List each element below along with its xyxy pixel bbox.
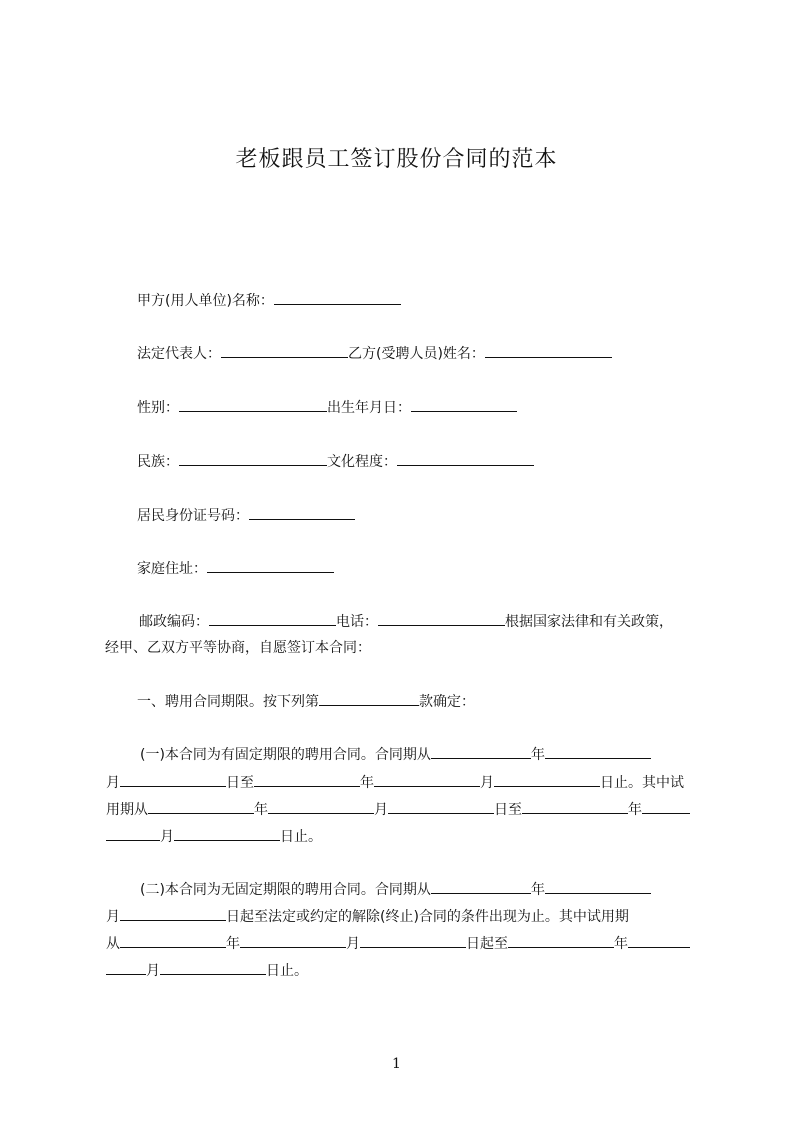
postcode-label: 邮政编码： xyxy=(139,614,209,630)
address-line xyxy=(137,558,334,579)
clause-1-day-to: 日至 xyxy=(226,775,254,791)
clause-2-month-3: 月 xyxy=(146,963,160,979)
party-b-label: 乙方(受聘人员)姓名： xyxy=(348,346,485,362)
clause-1-line-1 xyxy=(140,744,651,765)
address-label: 家庭住址： xyxy=(137,561,207,577)
clause-1-line-3 xyxy=(106,799,690,820)
clause-2-blank-2[interactable] xyxy=(545,879,651,894)
gender-label: 性别： xyxy=(137,400,179,416)
postcode-blank[interactable] xyxy=(209,611,336,626)
phone-blank[interactable] xyxy=(378,611,505,626)
clause-1-blank-4[interactable] xyxy=(254,772,360,787)
education-label: 文化程度： xyxy=(327,454,397,470)
clause-1-blank-7[interactable] xyxy=(148,799,254,814)
clause-2-line-1 xyxy=(140,879,651,900)
id-label: 居民身份证号码： xyxy=(137,508,249,524)
clause-2-blank-7[interactable] xyxy=(508,933,614,948)
clause-2-blank-9[interactable] xyxy=(106,960,146,975)
clause-1-day-to-2: 日至 xyxy=(494,802,522,818)
clause-1-blank-6[interactable] xyxy=(494,772,600,787)
clause-1-year-1: 年 xyxy=(530,747,545,763)
clause-1-blank-5[interactable] xyxy=(374,772,480,787)
birth-blank[interactable] xyxy=(411,397,517,412)
clause-1-month-4: 月 xyxy=(160,829,174,845)
ethnicity-blank[interactable] xyxy=(179,451,327,466)
ethnicity-label: 民族： xyxy=(137,454,179,470)
id-line xyxy=(137,505,355,526)
clause-2-blank-1[interactable] xyxy=(431,879,531,894)
section-1-blank[interactable] xyxy=(319,691,419,706)
id-blank[interactable] xyxy=(249,505,355,520)
clause-2-line-4 xyxy=(106,960,308,981)
clause-2-year-2: 年 xyxy=(226,936,240,952)
clause-2-year-3: 年 xyxy=(614,936,628,952)
clause-2-blank-8[interactable] xyxy=(628,933,690,948)
party-b-blank[interactable] xyxy=(485,343,612,358)
clause-1-year-4: 年 xyxy=(628,802,642,818)
clause-2-month-2: 月 xyxy=(346,936,360,952)
clause-1-month-2: 月 xyxy=(480,775,494,791)
clause-1-line-2 xyxy=(106,772,684,793)
clause-2-year-1: 年 xyxy=(530,882,545,898)
clause-1-year-3: 年 xyxy=(254,802,268,818)
legal-rep-blank[interactable] xyxy=(221,343,348,358)
page-number: 1 xyxy=(392,1056,401,1072)
clause-1-blank-9[interactable] xyxy=(388,799,494,814)
clause-2-month-1: 月 xyxy=(106,909,120,925)
clause-1-blank-10[interactable] xyxy=(522,799,628,814)
birth-label: 出生年月日： xyxy=(327,400,411,416)
clause-2-blank-10[interactable] xyxy=(160,960,266,975)
clause-1-blank-13[interactable] xyxy=(174,826,280,841)
clause-2-day-end: 日止。 xyxy=(266,963,308,979)
clause-1-month-3: 月 xyxy=(374,802,388,818)
legal-rep-label: 法定代表人： xyxy=(137,346,221,362)
clause-1-text: (一)本合同为有固定期限的聘用合同。合同期从 xyxy=(140,747,431,763)
clause-1-year-2: 年 xyxy=(360,775,374,791)
clause-1-blank-1[interactable] xyxy=(431,744,531,759)
legal-rep-line xyxy=(137,343,612,364)
phone-label: 电话： xyxy=(336,614,378,630)
party-a-blank[interactable] xyxy=(274,290,401,305)
clause-2-line-2 xyxy=(106,906,629,927)
clause-1-line-4 xyxy=(106,826,322,847)
intro-line-2: 经甲、乙双方平等协商，自愿签订本合同： xyxy=(105,640,371,656)
postcode-line xyxy=(139,611,673,632)
clause-1-blank-12[interactable] xyxy=(106,826,160,841)
intro-tail: 根据国家法律和有关政策， xyxy=(505,614,673,630)
clause-2-day-until: 日起至法定或约定的解除(终止)合同的条件出现为止。其中试用期 xyxy=(226,909,629,925)
clause-2-blank-3[interactable] xyxy=(120,906,226,921)
clause-1-month-1: 月 xyxy=(106,775,120,791)
section-1-heading xyxy=(137,691,475,712)
clause-1-trial-from: 用期从 xyxy=(106,802,148,818)
gender-line xyxy=(137,397,517,418)
clause-1-blank-2[interactable] xyxy=(545,744,651,759)
page-title: 老板跟员工签订股份合同的范本 xyxy=(235,147,558,172)
clause-2-blank-5[interactable] xyxy=(240,933,346,948)
clause-2-text: (二)本合同为无固定期限的聘用合同。合同期从 xyxy=(140,882,431,898)
gender-blank[interactable] xyxy=(179,397,327,412)
party-a-label: 甲方(用人单位)名称： xyxy=(137,293,274,309)
clause-2-line-3 xyxy=(106,933,690,954)
clause-2-blank-4[interactable] xyxy=(120,933,226,948)
party-a-line xyxy=(137,290,401,311)
clause-1-blank-8[interactable] xyxy=(268,799,374,814)
clause-1-day-end: 日止。其中试 xyxy=(600,775,684,791)
clause-2-blank-6[interactable] xyxy=(360,933,466,948)
clause-2-day-to: 日起至 xyxy=(466,936,508,952)
address-blank[interactable] xyxy=(207,558,334,573)
section-1-heading-b: 款确定： xyxy=(419,694,475,710)
clause-1-day-end-2: 日止。 xyxy=(280,829,322,845)
section-1-heading-a: 一、聘用合同期限。按下列第 xyxy=(137,694,319,710)
education-blank[interactable] xyxy=(397,451,534,466)
clause-2-from: 从 xyxy=(106,936,120,952)
clause-1-blank-11[interactable] xyxy=(642,799,690,814)
clause-1-blank-3[interactable] xyxy=(120,772,226,787)
ethnicity-line xyxy=(137,451,534,472)
